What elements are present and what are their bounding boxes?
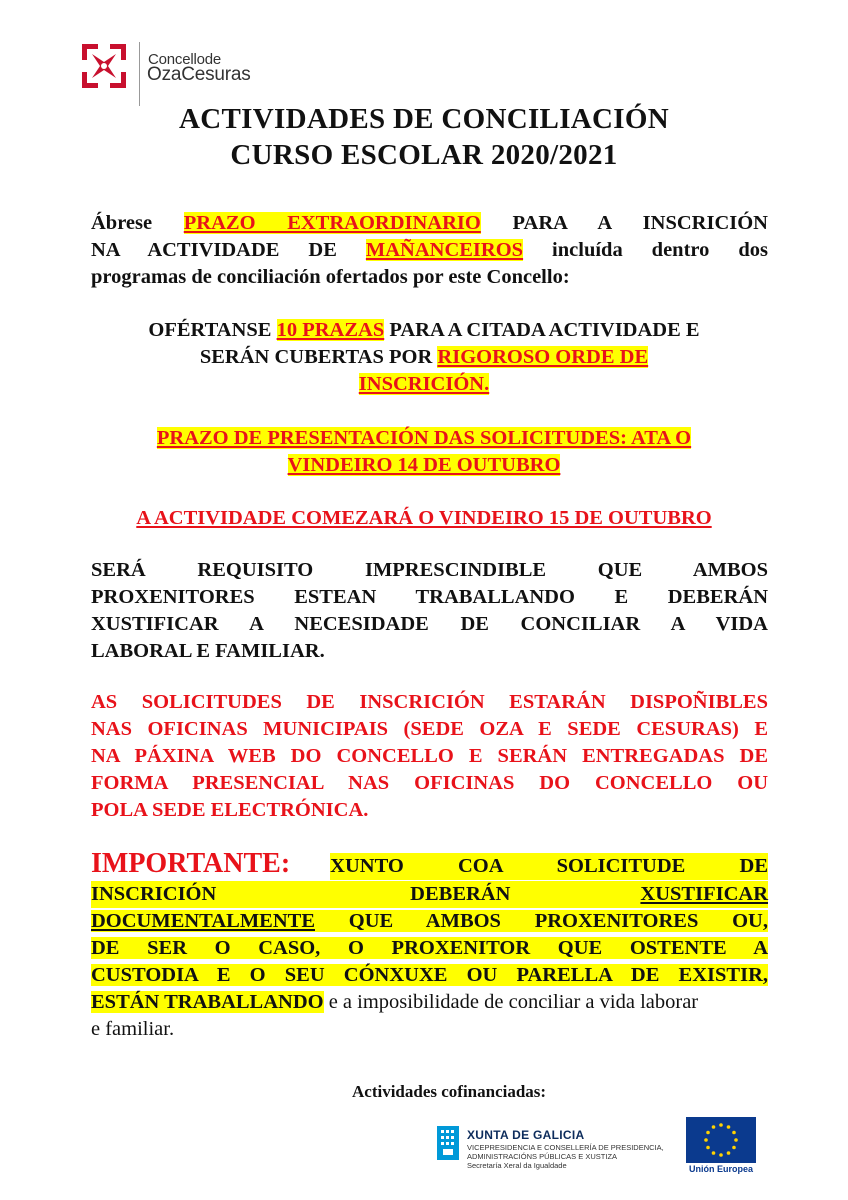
eu-star [734, 1138, 738, 1142]
order-highlight: RIGOROSO ORDE DE [437, 346, 649, 368]
requirement-line-4: LABORAL E FAMILIAR. [91, 640, 325, 662]
eu-flag-icon [686, 1117, 756, 1163]
eu-star [704, 1138, 708, 1142]
important-label: IMPORTANTE: [91, 848, 291, 879]
justify-underline: XUSTIFICAR [640, 883, 768, 905]
availability-line-1: AS SOLICITUDES DE INSCRICIÓN ESTARÁN DISPOÑIBLES [91, 691, 768, 713]
xunta-dept-1: VICEPRESIDENCIA E CONSELLERÍA DE PRESIDENCIA, [467, 1143, 664, 1152]
xunta-name: XUNTA DE GALICIA [467, 1128, 585, 1142]
eu-star [712, 1125, 716, 1129]
availability-line-5: POLA SEDE ELECTRÓNICA. [91, 799, 369, 821]
places-line-1: OFÉRTANSE 10 PRAZAS PARA A CITADA ACTIVIDADE E [148, 319, 700, 341]
start-date: A ACTIVIDADE COMEZARÁ O VINDEIRO 15 DE OUTUBRO [136, 507, 712, 529]
eu-name: Unión Europea [688, 1164, 753, 1174]
deadline-line-1: PRAZO DE PRESENTACIÓN DAS SOLICITUDES: ATA O [156, 427, 692, 449]
intro-line-2: NA ACTIVIDADE DE MAÑANCEIROS incluída dentro dos [91, 239, 768, 261]
eu-star [727, 1151, 731, 1155]
availability-line-3: NA PÁXINA WEB DO CONCELLO E SERÁN ENTREGADAS DE [91, 745, 768, 767]
logo-divider [139, 42, 140, 106]
important-line-2: INSCRICIÓN DEBERÁN XUSTIFICAR [91, 881, 768, 908]
important-line-4: DE SER O CASO, O PROXENITOR QUE OSTENTE A [91, 937, 768, 959]
eu-star [732, 1131, 736, 1135]
requirement-line-1: SERÁ REQUISITO IMPRESCINDIBLE QUE AMBOS [91, 559, 768, 581]
eu-star [727, 1125, 731, 1129]
logo-line-2: OzaCesuras [147, 64, 251, 85]
intro-line-3: programas de conciliación ofertados por este Concello: [91, 266, 570, 288]
eu-star [732, 1146, 736, 1150]
xunta-shield-icon [437, 1126, 459, 1160]
title-line-1: ACTIVIDADES DE CONCILIACIÓN [179, 103, 669, 135]
places-count-highlight: 10 PRAZAS [276, 319, 385, 341]
places-line-2: SERÁN CUBERTAS POR RIGOROSO ORDE DE [199, 346, 649, 368]
xunta-dept-3: Secretaría Xeral da Igualdade [467, 1161, 567, 1170]
intro-line-1: Ábrese PRAZO EXTRAORDINARIO PARA A INSCRICIÓN [91, 212, 768, 234]
title-line-2: CURSO ESCOLAR 2020/2021 [230, 139, 618, 171]
deadline-line-2: VINDEIRO 14 DE OUTUBRO [287, 454, 561, 476]
places-line-3: INSCRICIÓN. [358, 373, 490, 395]
important-line-1: IMPORTANTE: XUNTO COA SOLICITUDE DE [91, 848, 768, 879]
activity-name-highlight: MAÑANCEIROS [365, 239, 524, 261]
requirement-line-3: XUSTIFICAR A NECESIDADE DE CONCILIAR A VIDA [91, 613, 768, 635]
important-line-5: CUSTODIA E O SEU CÓNXUXE OU PARELLA DE EXISTIR, [91, 964, 768, 986]
eu-star [719, 1153, 723, 1157]
eu-star [706, 1146, 710, 1150]
xunta-dept-2: ADMINISTRACIÓNS PÚBLICAS E XUSTIZA [467, 1152, 618, 1161]
cofinanced-label: Actividades cofinanciadas: [352, 1082, 547, 1101]
eu-star [706, 1131, 710, 1135]
eu-star [712, 1151, 716, 1155]
eu-star [719, 1123, 723, 1127]
availability-line-2: NAS OFICINAS MUNICIPAIS (SEDE OZA E SEDE CESURAS) E [91, 718, 768, 740]
extraordinary-period-highlight: PRAZO EXTRAORDINARIO [183, 212, 481, 234]
important-line-7: e familiar. [91, 1018, 175, 1040]
logo-line-1: Concellode [148, 51, 222, 68]
concello-logo-icon [78, 40, 130, 92]
availability-line-4: FORMA PRESENCIAL NAS OFICINAS DO CONCELLO OU [91, 772, 768, 794]
important-line-6: ESTÁN TRABALLANDO e a imposibilidade de conciliar a vida laborar [91, 991, 699, 1013]
requirement-line-2: PROXENITORES ESTEAN TRABALLANDO E DEBERÁN [91, 586, 768, 608]
important-line-3: DOCUMENTALMENTE QUE AMBOS PROXENITORES OU, [91, 910, 768, 932]
